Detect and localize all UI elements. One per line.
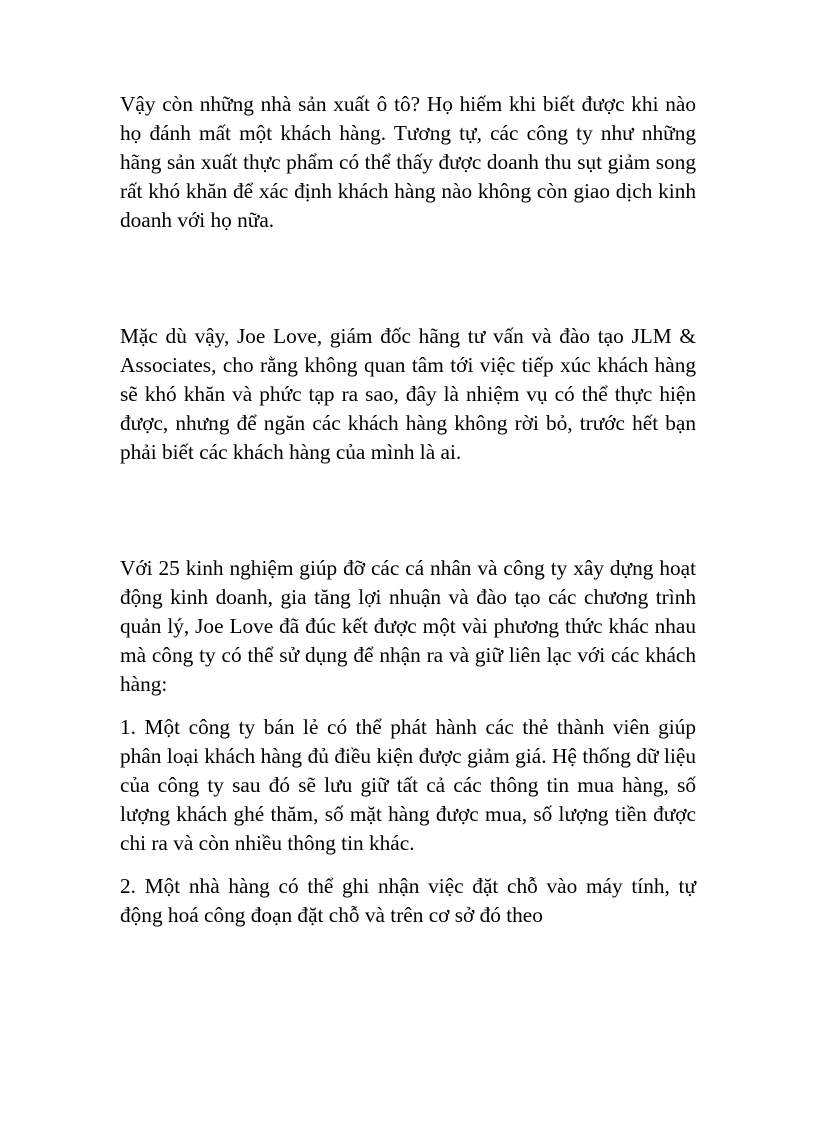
paragraph-methods-intro: Với 25 kinh nghiệm giúp đỡ các cá nhân và công ty xây dựng hoạt động kinh doanh, gia tăng lợi nhuận và đào tạo các chương trình quản lý, Joe Love đã đúc kết được một vài phương thức khác nhau mà công ty có thể sử dụng để nhận ra và giữ liên lạc với các khách hàng: (120, 556, 696, 696)
paragraph-joe-love-opinion: Mặc dù vậy, Joe Love, giám đốc hãng tư vấn và đào tạo JLM & Associates, cho rằng không quan tâm tới việc tiếp xúc khách hàng sẽ khó khăn và phức tạp ra sao, đây là nhiệm vụ có thể thực hiện được, nhưng để ngăn các khách hàng không rời bỏ, trước hết bạn phải biết các khách hàng của mình là ai. (120, 324, 696, 464)
paragraph-car-manufacturers: Vậy còn những nhà sản xuất ô tô? Họ hiếm khi biết được khi nào họ đánh mất một khách hàng. Tương tự, các công ty như những hãng sản xuất thực phẩm có thể thấy được doanh thu sụt giảm song rất khó khăn để xác định khách hàng nào không còn giao dịch kinh doanh với họ nữa. (120, 92, 696, 232)
document-page (120, 90, 696, 930)
paragraph-method-restaurant: 2. Một nhà hàng có thể ghi nhận việc đặt chỗ vào máy tính, tự động hoá công đoạn đặt chỗ và trên cơ sở đó theo (120, 874, 696, 927)
paragraph-method-retail-card: 1. Một công ty bán lẻ có thể phát hành các thẻ thành viên giúp phân loại khách hàng đủ điều kiện được giảm giá. Hệ thống dữ liệu của công ty sau đó sẽ lưu giữ tất cả các thông tin mua hàng, số lượng khách ghé thăm, số mặt hàng được mua, số lượng tiền được chi ra và còn nhiều thông tin khác. (120, 715, 696, 855)
